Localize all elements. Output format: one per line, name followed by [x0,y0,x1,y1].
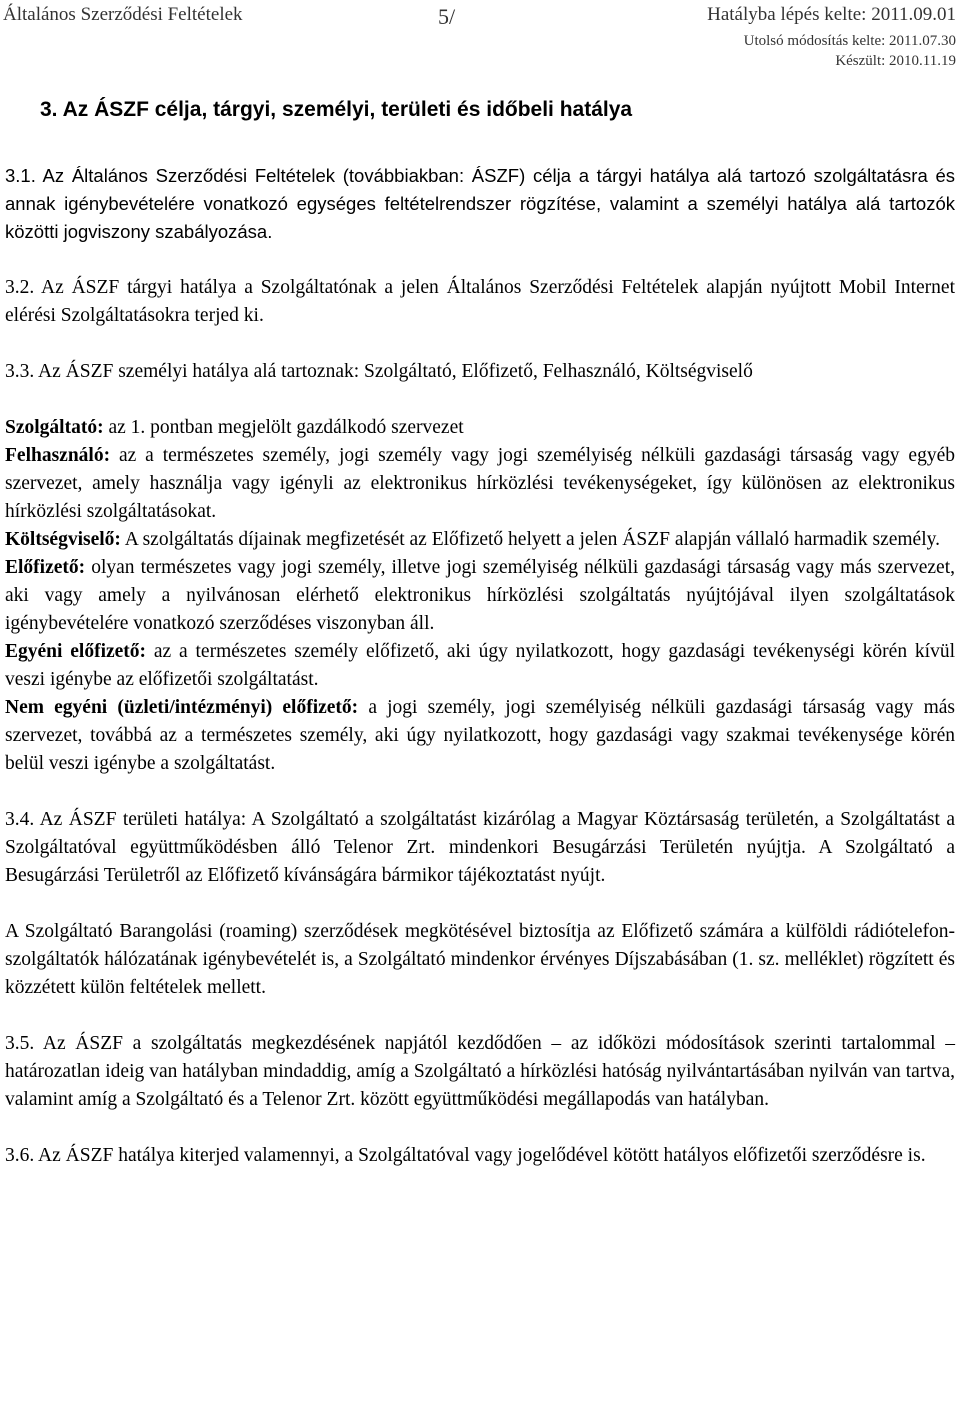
definition-felhasznalo [5,442,955,526]
definition-term: Költségviselő: [5,529,121,550]
paragraph-3-4: 3.4. Az ÁSZF területi hatálya: A Szolgáltató a szolgáltatást kizárólag a Magyar Köztársaság területén, a Szolgáltatást a Szolgáltatóval együttműködésben álló Telenor Zrt. mindenkori Besugárzási Területén nyújtja. A Szolgáltató a Besugárzási Területről az Előfizető kívánságára bármikor tájékoztatást nyújt. [5,809,955,886]
header-created-date: Készült: 2010.11.19 [835,53,956,69]
definition-term: Előfizető: [5,557,86,578]
definition-koltsegviselo [5,526,955,554]
header-effective-date: Hatályba lépés kelte: 2011.09.01 [707,4,956,25]
header-page-number: 5/ [438,4,456,29]
header-modified-date: Utolsó módosítás kelte: 2011.07.30 [743,33,956,49]
definition-term: Egyéni előfizető: [5,641,147,662]
paragraph-3-6: 3.6. Az ÁSZF hatálya kiterjed valamennyi, a Szolgáltatóval vagy jogelődével kötött hatályos előfizetői szerződésre is. [5,1145,926,1166]
paragraph-3-3: 3.3. Az ÁSZF személyi hatálya alá tartoznak: Szolgáltató, Előfizető, Felhasználó, Költségviselő [5,361,753,382]
definition-text: az a természetes személy előfizető, aki úgy nyilatkozott, hogy gazdasági tevékenységi körén kívül veszi igénybe az előfizetői szolgáltatást. [5,641,955,690]
paragraph-3-1: 3.1. Az Általános Szerződési Feltételek (továbbiakban: ÁSZF) célja a tárgyi hatálya alá tartozó szolgáltatásra és annak igénybevételére vonatkozó egységes feltételrendszer rögzítése, valamint a személyi hatálya alá tartozók közötti jogviszony szabályozása. [5,165,955,242]
definition-nem-egyeni-elofizeto [5,694,955,778]
definition-term: Szolgáltató: [5,417,104,438]
definition-text: az 1. pontban megjelölt gazdálkodó szervezet [103,417,464,438]
header-document-title: Általános Szerződési Feltételek [3,4,243,25]
definition-term: Felhasználó: [5,445,111,466]
definition-egyeni-elofizeto [5,638,955,694]
paragraph-3-5: 3.5. Az ÁSZF a szolgáltatás megkezdésének napjától kezdődően – az időközi módosítások szerinti tartalommal – határozatlan ideig van hatályban mindaddig, amíg a Szolgáltató a hírközlési hatóság nyilvántartásában nyilván van tartva, valamint amíg a Szolgáltató és a Telenor Zrt. között együttműködési megállapodás van hatályban. [5,1033,955,1110]
definition-szolgaltato [5,414,955,442]
paragraph-3-4-roaming: A Szolgáltató Barangolási (roaming) szerződések megkötésével biztosítja az Előfizető számára a külföldi rádiótelefon-szolgáltatók hálózatának igénybevételét is, a Szolgáltató mindenkor érvényes Díjszabásában (1. sz. melléklet) rögzített és közzétett külön feltételek mellett. [5,921,955,998]
definition-text: az a természetes személy, jogi személy vagy jogi személyiség nélküli gazdasági társaság vagy egyéb szervezet, amely használja vagy igényli az elektronikus hírközlési tevékenységeket, így különösen az elektronikus hírközlési szolgáltatásokat. [5,445,955,522]
definition-text: a jogi személy, jogi személyiség nélküli gazdasági társaság vagy más szervezet, továbbá az a természetes személy, aki úgy nyilatkozott, hogy gazdasági vagy szakmai tevékenysége körén belül veszi igénybe a szolgáltatást. [5,697,956,774]
definition-elofizeto [5,554,955,638]
section-title: 3. Az ÁSZF célja, tárgyi, személyi, területi és időbeli hatálya [40,98,633,121]
definition-term: Nem egyéni (üzleti/intézményi) előfizető: [5,697,359,718]
paragraph-3-2: 3.2. Az ÁSZF tárgyi hatálya a Szolgáltatónak a jelen Általános Szerződési Feltételek alapján nyújtott Mobil Internet elérési Szolgáltatásokra terjed ki. [5,277,955,326]
document-body [5,162,955,1170]
definition-text: olyan természetes vagy jogi személy, illetve jogi személyiség nélküli gazdasági társaság vagy más szervezet, aki vagy amely a nyilvánosan elérhető elektronikus hírközlési szolgáltatás nyújtójával ilyen szolgáltatások igénybevételére vonatkozó szerződéses viszonyban áll. [5,557,955,634]
definition-text: A szolgáltatás díjainak megfizetését az Előfizető helyett a jelen ÁSZF alapján vállaló harmadik személy. [120,529,940,550]
